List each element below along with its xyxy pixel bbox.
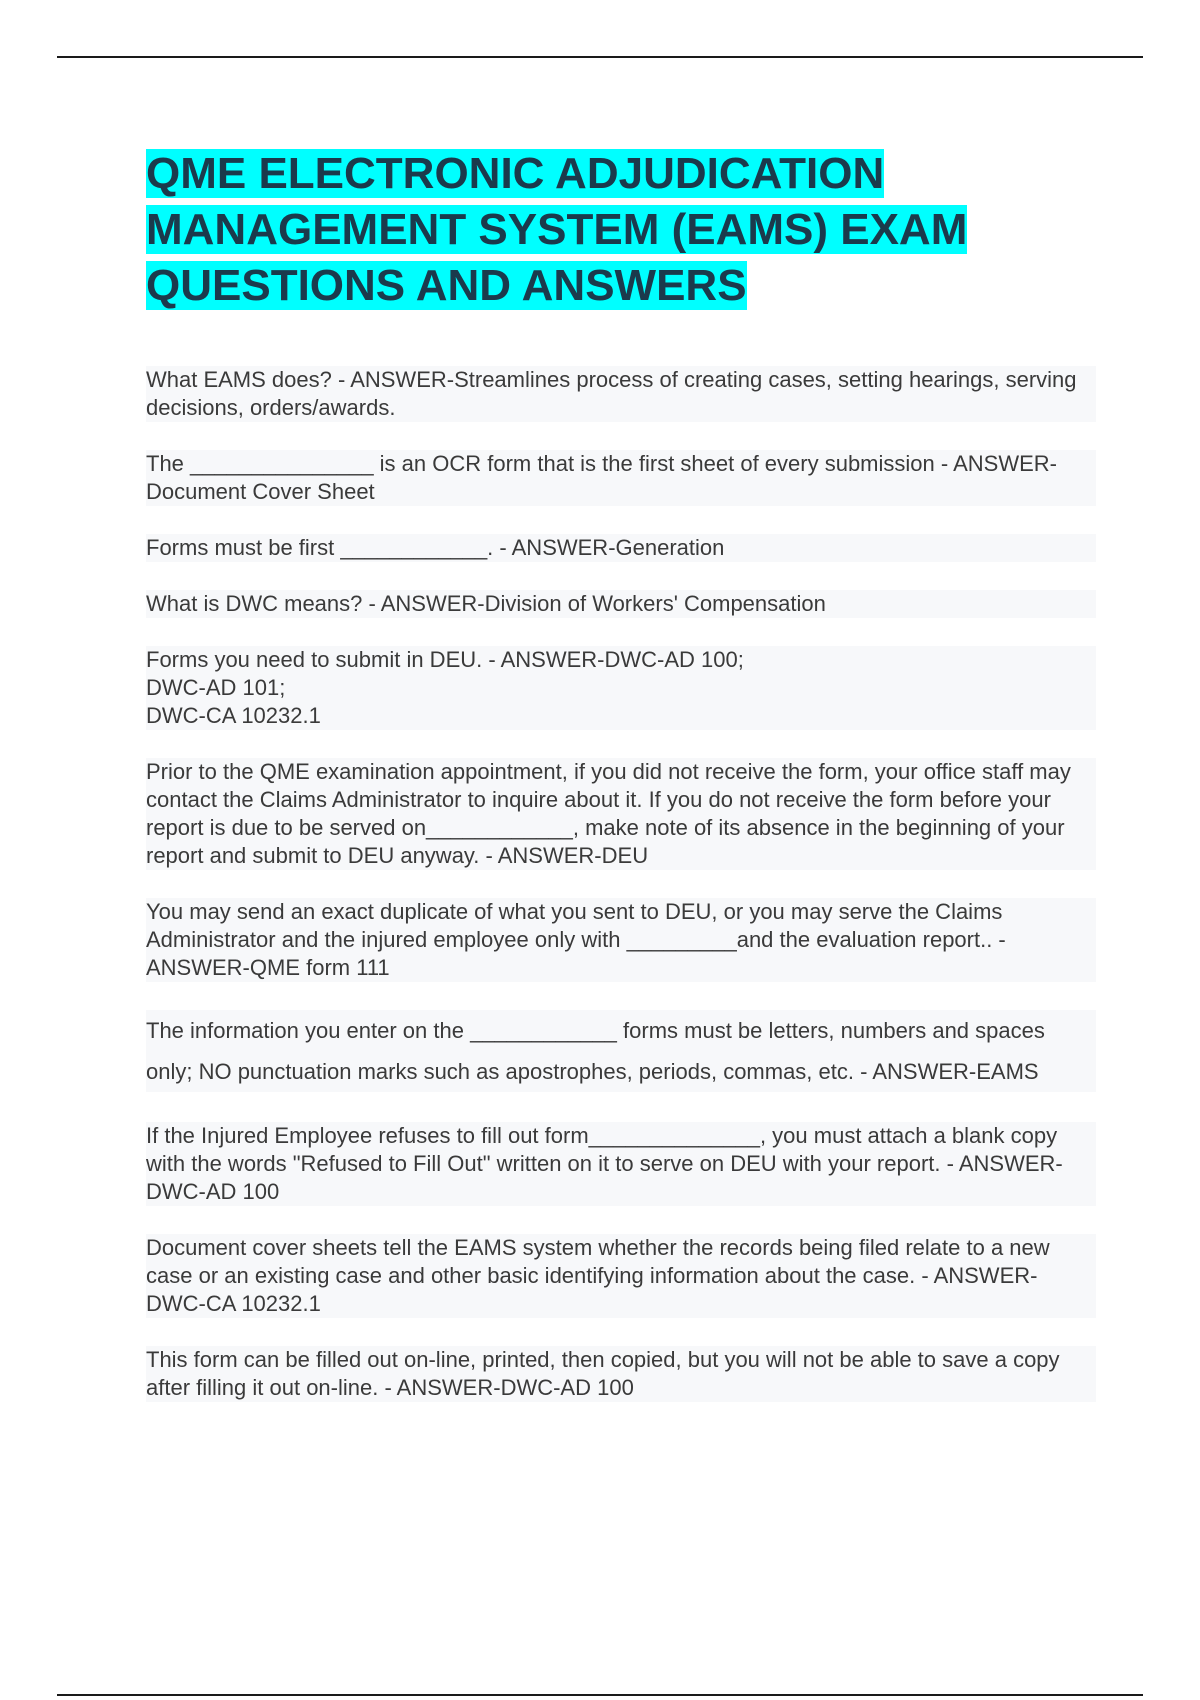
qa-item-7: You may send an exact duplicate of what you sent to DEU, or you may serve the Claims Administrator and the injured employee only with _________and the evaluation report.. - ANSWER-QME form 111 (146, 898, 1096, 982)
qa-item-2: The _______________ is an OCR form that is the first sheet of every submission - ANSWER-Document Cover Sheet (146, 450, 1096, 506)
qa-item-5: Forms you need to submit in DEU. - ANSWER-DWC-AD 100; DWC-AD 101; DWC-CA 10232.1 (146, 646, 1096, 730)
bottom-rule (57, 1694, 1143, 1696)
qa-item-11: This form can be filled out on-line, printed, then copied, but you will not be able to save a copy after filling it out on-line. - ANSWER-DWC-AD 100 (146, 1346, 1096, 1402)
qa-item-3: Forms must be first ____________. - ANSWER-Generation (146, 534, 1096, 562)
qa-item-4: What is DWC means? - ANSWER-Division of Workers' Compensation (146, 590, 1096, 618)
qa-item-6: Prior to the QME examination appointment, if you did not receive the form, your office staff may contact the Claims Administrator to inquire about it. If you do not receive the form before your report is due to be served on____________, make note of its absence in the beginning of your report and submit to DEU anyway. - ANSWER-DEU (146, 758, 1096, 870)
top-rule (57, 56, 1143, 58)
qa-item-8: The information you enter on the ____________ forms must be letters, numbers and spaces only; NO punctuation marks such as apostrophes, periods, commas, etc. - ANSWER-EAMS (146, 1010, 1096, 1092)
document-title-text: QME ELECTRONIC ADJUDICATION MANAGEMENT SYSTEM (EAMS) EXAM QUESTIONS AND ANSWERS (146, 149, 968, 310)
qa-item-9: If the Injured Employee refuses to fill out form______________, you must attach a blank copy with the words "Refused to Fill Out" written on it to serve on DEU with your report. - ANSWER-DWC-AD 100 (146, 1122, 1096, 1206)
document-title (146, 146, 1076, 314)
qa-list (146, 366, 1096, 1430)
qa-item-10: Document cover sheets tell the EAMS system whether the records being filed relate to a new case or an existing case and other basic identifying information about the case. - ANSWER-DWC-CA 10232.1 (146, 1234, 1096, 1318)
qa-item-1: What EAMS does? - ANSWER-Streamlines process of creating cases, setting hearings, serving decisions, orders/awards. (146, 366, 1096, 422)
